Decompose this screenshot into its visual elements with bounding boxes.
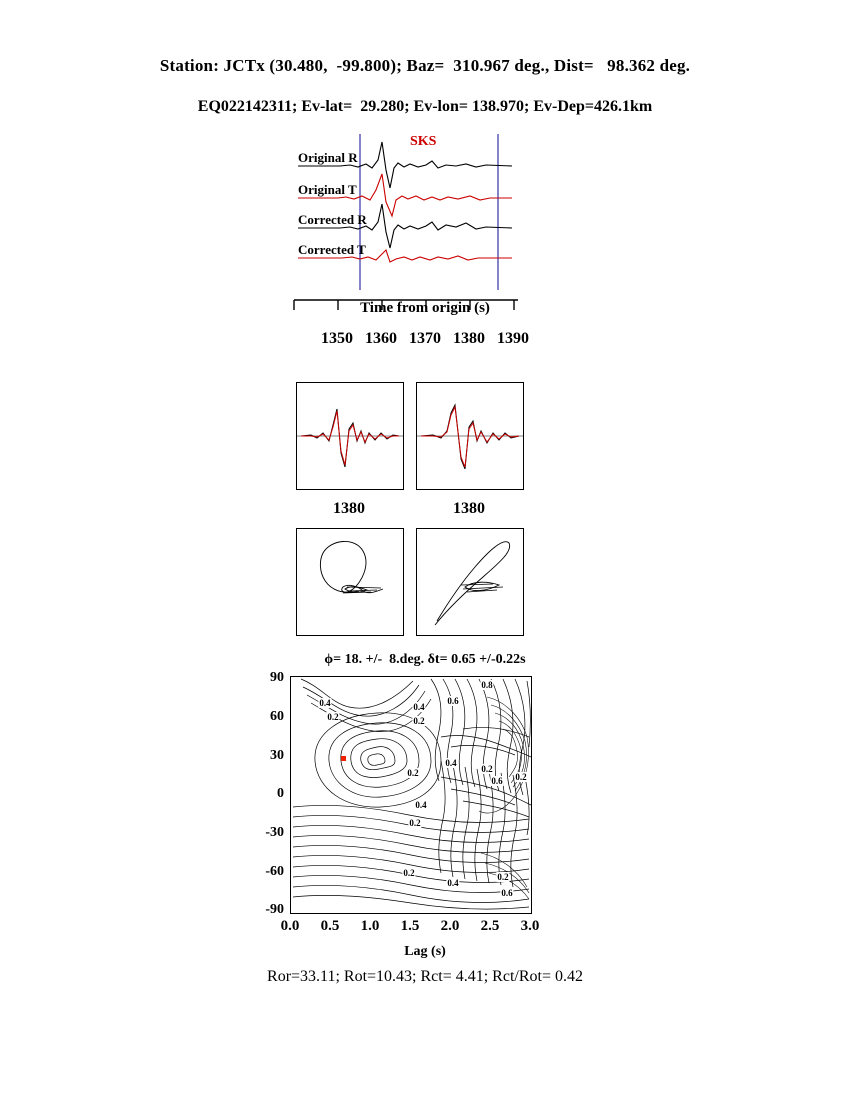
- trace-label-original-r: Original R: [298, 150, 358, 165]
- ytick: 60: [270, 709, 284, 724]
- ytick: 30: [270, 748, 284, 763]
- xtick: 1.5: [400, 918, 420, 934]
- contour-label: 0.6: [501, 888, 513, 898]
- trace-label-corrected-t: Corrected T: [298, 242, 366, 257]
- xtick: 0.5: [320, 918, 340, 934]
- ytick: -30: [265, 825, 284, 840]
- contour-label: 0.4: [447, 878, 459, 888]
- particle-motion-corrected-box: [416, 528, 524, 636]
- contour-xticks: [280, 918, 540, 940]
- ytick: -60: [265, 864, 284, 879]
- station-header: Station: JCTx (30.480, -99.800); Baz= 310.967 deg., Dist= 98.362 deg.: [159, 56, 691, 75]
- contour-label: 0.2: [481, 764, 493, 774]
- contour-label: 0.4: [319, 698, 331, 708]
- xtick: 3.0: [520, 918, 540, 934]
- contour-label: 0.8: [481, 680, 493, 690]
- contour-label: 0.4: [445, 758, 457, 768]
- contour-label: 0.4: [413, 702, 425, 712]
- contour-plot[interactable]: [290, 676, 532, 914]
- xtick: 2.0: [440, 918, 460, 934]
- contour-label: 0.2: [413, 716, 425, 726]
- time-tick: 1390: [497, 330, 529, 347]
- ytick: 90: [270, 670, 284, 685]
- particle-motion-uncorrected-box: [296, 528, 404, 636]
- contour-label: 0.2: [515, 772, 527, 782]
- contour-label: 0.2: [409, 818, 421, 828]
- contour-label: 0.6: [491, 776, 503, 786]
- xtick: 1.0: [360, 918, 380, 934]
- contour-label: 0.2: [327, 712, 339, 722]
- sks-phase-label: SKS: [410, 134, 437, 149]
- mini-box-tick: 1380: [333, 500, 365, 517]
- contour-label: 0.2: [407, 768, 419, 778]
- contour-label: 0.6: [447, 696, 459, 706]
- trace-label-original-t: Original T: [298, 182, 357, 197]
- fast-slow-uncorrected-box: [296, 382, 404, 490]
- time-axis-ticks: [0, 330, 850, 348]
- time-tick: 1360: [365, 330, 397, 347]
- contour-label: 0.2: [403, 868, 415, 878]
- xtick: 2.5: [480, 918, 500, 934]
- fast-slow-corrected-box: [416, 382, 524, 490]
- time-tick: 1350: [321, 330, 353, 347]
- results-footer: Ror=33.11; Rot=10.43; Rct= 4.41; Rct/Rot= 0.42: [267, 968, 583, 985]
- time-tick: 1380: [453, 330, 485, 347]
- contour-title: ϕ= 18. +/- 8.deg. δt= 0.65 +/-0.22s: [324, 652, 526, 667]
- time-tick: 1370: [409, 330, 441, 347]
- contour-yticks: [238, 670, 284, 917]
- contour-xlabel: Lag (s): [404, 944, 446, 959]
- contour-label: 0.4: [415, 800, 427, 810]
- ytick: -90: [265, 902, 284, 917]
- time-axis-label: Time from origin (s): [360, 300, 490, 316]
- contour-label: 0.2: [497, 872, 509, 882]
- trace-label-corrected-r: Corrected R: [298, 212, 367, 227]
- mini-box-tick-labels: [0, 500, 850, 518]
- best-fit-marker: [341, 756, 346, 761]
- event-header: EQ022142311; Ev-lat= 29.280; Ev-lon= 138.970; Ev-Dep=426.1km: [197, 98, 653, 115]
- mini-box-tick: 1380: [453, 500, 485, 517]
- ytick: 0: [277, 786, 284, 801]
- xtick: 0.0: [280, 918, 300, 934]
